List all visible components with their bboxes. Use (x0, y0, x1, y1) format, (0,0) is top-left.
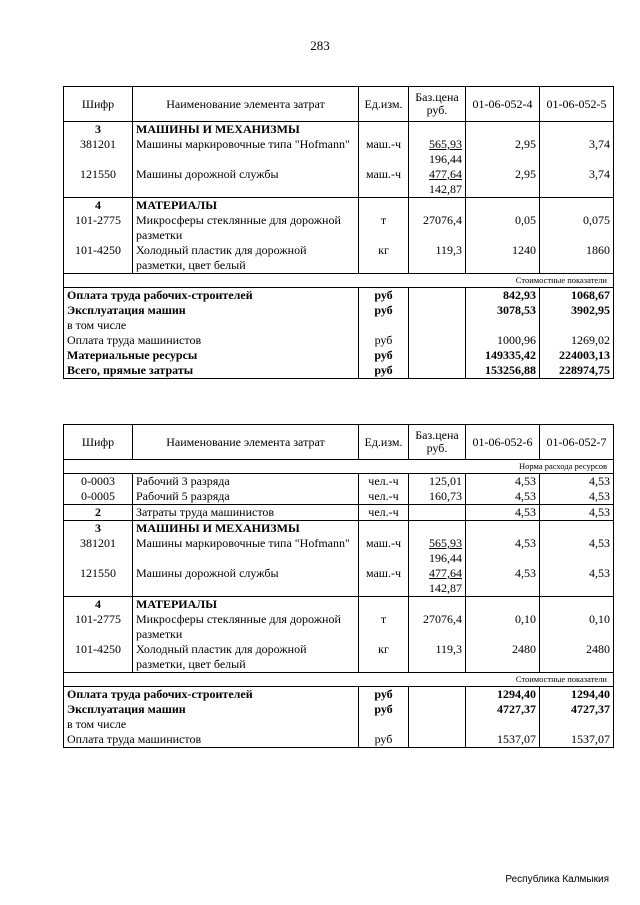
price-cell: 565,93 (429, 536, 462, 550)
table-row (64, 137, 614, 167)
section-row (64, 521, 614, 537)
table-row (64, 167, 614, 198)
section-row (64, 198, 614, 214)
value-cell: 3,74 (540, 137, 614, 167)
col-header-price: Баз.цена руб. (409, 87, 466, 122)
summary-unit: руб (359, 348, 409, 363)
summary-row (64, 333, 614, 348)
summary-row (64, 303, 614, 318)
summary-name: Материальные ресурсы (64, 348, 359, 363)
summary-name: Оплата труда рабочих-строителей (64, 687, 359, 703)
value-cell: 4,53 (466, 474, 540, 490)
col-header-unit: Ед.изм. (359, 87, 409, 122)
table-row (64, 612, 614, 642)
section-code: 4 (64, 198, 133, 214)
summary-name: Эксплуатация машин (64, 702, 359, 717)
price-cell: 27076,4 (409, 213, 466, 243)
price-cell: 125,01 (409, 474, 466, 490)
name-cell: Машины дорожной службы (133, 566, 359, 597)
summary-name: в том числе (64, 717, 359, 732)
summary-row (64, 288, 614, 304)
summary-value: 842,93 (466, 288, 540, 304)
summary-name: Всего, прямые затраты (64, 363, 359, 379)
unit-cell: кг (359, 243, 409, 274)
value-cell: 4,53 (466, 536, 540, 566)
summary-row (64, 732, 614, 748)
summary-unit: руб (359, 288, 409, 304)
value-cell: 4,53 (540, 505, 614, 521)
unit-cell: маш.-ч (359, 137, 409, 167)
table-header-row (64, 87, 614, 122)
price-secondary: 196,44 (429, 152, 462, 166)
summary-value: 4727,37 (540, 702, 614, 717)
summary-unit: руб (359, 687, 409, 703)
code-cell: 101-2775 (64, 612, 133, 642)
summary-value: 224003,13 (540, 348, 614, 363)
section-row (64, 597, 614, 613)
table-header-row (64, 425, 614, 460)
col-header-name: Наименование элемента затрат (133, 425, 359, 460)
price-cell: 477,64 (429, 566, 462, 580)
col-header-price: Баз.цена руб. (409, 425, 466, 460)
summary-value: 4727,37 (466, 702, 540, 717)
summary-value: 149335,42 (466, 348, 540, 363)
name-cell: Холодный пластик для дорожной разметки, цвет белый (133, 243, 359, 274)
resource-table-1 (63, 86, 614, 379)
value-cell: 4,53 (540, 489, 614, 505)
value-cell: 0,05 (466, 213, 540, 243)
col-header-code: Шифр (64, 87, 133, 122)
value-cell: 2480 (540, 642, 614, 673)
name-cell: Машины дорожной службы (133, 167, 359, 198)
unit-cell: маш.-ч (359, 167, 409, 198)
value-cell: 4,53 (466, 505, 540, 521)
price-cell: 160,73 (409, 489, 466, 505)
col-header-name: Наименование элемента затрат (133, 87, 359, 122)
code-cell: 121550 (64, 167, 133, 198)
unit-cell: чел.-ч (359, 474, 409, 490)
code-cell: 0-0005 (64, 489, 133, 505)
unit-cell: т (359, 213, 409, 243)
col-header-v2: 01-06-052-5 (540, 87, 614, 122)
section-code: 3 (64, 122, 133, 138)
summary-value: 3078,53 (466, 303, 540, 318)
price-cell: 119,3 (409, 243, 466, 274)
cost-indicators-label: Стоимостные показатели (64, 673, 614, 687)
summary-value: 1294,40 (540, 687, 614, 703)
summary-row (64, 318, 614, 333)
section-title: МАШИНЫ И МЕХАНИЗМЫ (133, 521, 359, 537)
summary-name: Эксплуатация машин (64, 303, 359, 318)
code-cell: 381201 (64, 536, 133, 566)
code-cell: 121550 (64, 566, 133, 597)
value-cell: 4,53 (540, 566, 614, 597)
unit-cell: кг (359, 642, 409, 673)
code-cell: 101-4250 (64, 243, 133, 274)
summary-value: 1269,02 (540, 333, 614, 348)
summary-value: 1000,96 (466, 333, 540, 348)
name-cell: Холодный пластик для дорожной разметки, цвет белый (133, 642, 359, 673)
section-code: 4 (64, 597, 133, 613)
section-title: МАШИНЫ И МЕХАНИЗМЫ (133, 122, 359, 138)
table-row (64, 243, 614, 274)
cost-indicators-label: Стоимостные показатели (64, 274, 614, 288)
resource-table-2 (63, 424, 614, 748)
col-header-unit: Ед.изм. (359, 425, 409, 460)
value-cell: 3,74 (540, 167, 614, 198)
table-row (64, 505, 614, 521)
summary-unit: руб (359, 732, 409, 748)
summary-value: 1537,07 (540, 732, 614, 748)
summary-name: в том числе (64, 318, 359, 333)
code-cell: 381201 (64, 137, 133, 167)
summary-value: 1537,07 (466, 732, 540, 748)
summary-value: 1294,40 (466, 687, 540, 703)
summary-value: 153256,88 (466, 363, 540, 379)
table-row (64, 489, 614, 505)
col-header-v1: 01-06-052-4 (466, 87, 540, 122)
summary-value: 1068,67 (540, 288, 614, 304)
summary-value: 228974,75 (540, 363, 614, 379)
name-cell: Рабочий 5 разряда (133, 489, 359, 505)
summary-row (64, 687, 614, 703)
value-cell: 4,53 (466, 566, 540, 597)
unit-cell: маш.-ч (359, 566, 409, 597)
code-cell: 0-0003 (64, 474, 133, 490)
code-cell: 2 (64, 505, 133, 521)
value-cell: 1860 (540, 243, 614, 274)
summary-value: 3902,95 (540, 303, 614, 318)
table-row (64, 536, 614, 566)
footer-region: Республика Калмыкия (505, 874, 609, 885)
value-cell: 0,075 (540, 213, 614, 243)
summary-row (64, 717, 614, 732)
code-cell: 101-2775 (64, 213, 133, 243)
col-header-v2: 01-06-052-7 (540, 425, 614, 460)
norm-label: Норма расхода ресурсов (64, 460, 614, 474)
col-header-v1: 01-06-052-6 (466, 425, 540, 460)
value-cell: 4,53 (540, 536, 614, 566)
value-cell: 1240 (466, 243, 540, 274)
unit-cell: чел.-ч (359, 489, 409, 505)
unit-cell: чел.-ч (359, 505, 409, 521)
section-row (64, 122, 614, 138)
summary-name: Оплата труда машинистов (64, 333, 359, 348)
table-row (64, 566, 614, 597)
value-cell: 2,95 (466, 167, 540, 198)
price-cell: 565,93 (429, 137, 462, 151)
value-cell: 4,53 (466, 489, 540, 505)
summary-unit: руб (359, 363, 409, 379)
name-cell: Машины маркировочные типа "Hofmann" (133, 137, 359, 167)
section-title: МАТЕРИАЛЫ (133, 198, 359, 214)
value-cell: 2,95 (466, 137, 540, 167)
price-secondary: 196,44 (429, 551, 462, 565)
page-number: 283 (310, 38, 330, 53)
value-cell: 4,53 (540, 474, 614, 490)
section-title: МАТЕРИАЛЫ (133, 597, 359, 613)
col-header-code: Шифр (64, 425, 133, 460)
table-row (64, 213, 614, 243)
summary-unit: руб (359, 702, 409, 717)
price-cell: 119,3 (409, 642, 466, 673)
price-secondary: 142,87 (429, 581, 462, 595)
table-row (64, 642, 614, 673)
summary-row (64, 363, 614, 379)
name-cell: Микросферы стеклянные для дорожной разметки (133, 612, 359, 642)
price-cell: 477,64 (429, 167, 462, 181)
value-cell: 0,10 (466, 612, 540, 642)
name-cell: Рабочий 3 разряда (133, 474, 359, 490)
summary-unit: руб (359, 333, 409, 348)
unit-cell: т (359, 612, 409, 642)
value-cell: 0,10 (540, 612, 614, 642)
summary-name: Оплата труда рабочих-строителей (64, 288, 359, 304)
name-cell: Микросферы стеклянные для дорожной разметки (133, 213, 359, 243)
table-row (64, 474, 614, 490)
name-cell: Машины маркировочные типа "Hofmann" (133, 536, 359, 566)
summary-name: Оплата труда машинистов (64, 732, 359, 748)
code-cell: 101-4250 (64, 642, 133, 673)
price-cell: 27076,4 (409, 612, 466, 642)
value-cell: 2480 (466, 642, 540, 673)
summary-row (64, 348, 614, 363)
summary-row (64, 702, 614, 717)
price-secondary: 142,87 (429, 182, 462, 196)
name-cell: Затраты труда машинистов (133, 505, 359, 521)
section-code: 3 (64, 521, 133, 537)
unit-cell: маш.-ч (359, 536, 409, 566)
summary-unit: руб (359, 303, 409, 318)
